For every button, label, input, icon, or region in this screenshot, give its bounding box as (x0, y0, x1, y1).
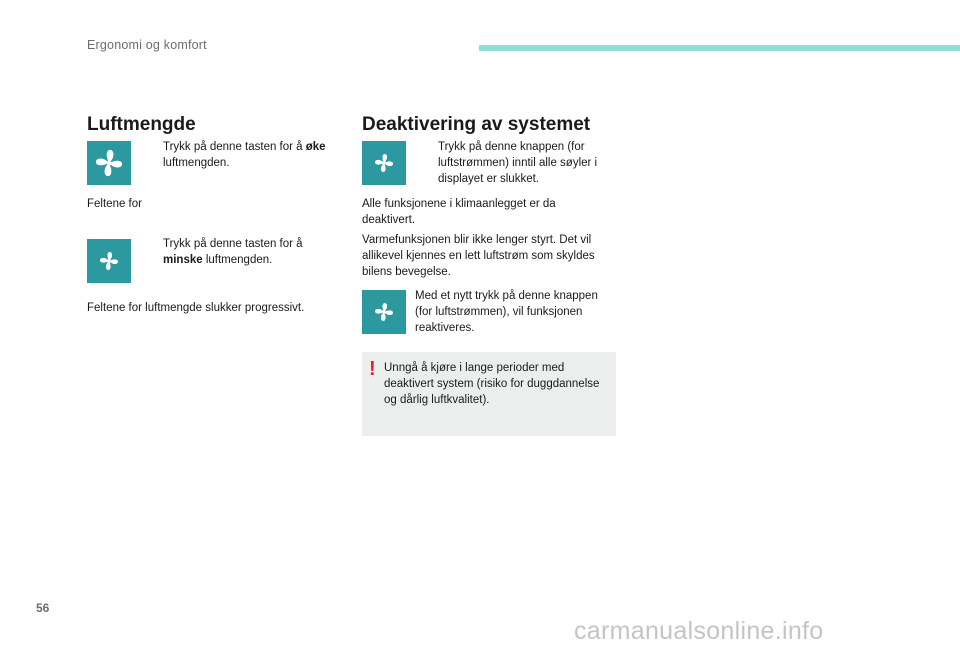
instruction-decrease-text: Trykk på denne tasten for å (163, 238, 303, 250)
paragraph-functions-deactivated: Alle funksjonene i klimaanlegget er da deaktivert. (362, 198, 556, 226)
chapter-title: Ergonomi og komfort (87, 38, 207, 52)
fan-small-icon (362, 290, 406, 334)
watermark: carmanualsonline.info (574, 617, 824, 645)
instruction-decrease-suffix: luftmengden. (202, 254, 273, 266)
fan-small-icon (87, 239, 131, 283)
warning-icon: ! (369, 358, 376, 380)
warning-text: Unngå å kjøre i lange perioder med deaktivert system (risiko for duggdannelse og dårlig luftkvalitet). (384, 362, 600, 406)
instruction-reactivate: Med et nytt trykk på denne knappen (for luftstrømmen), vil funksjonen reaktiveres. (415, 290, 598, 334)
instruction-decrease-bold: minske (163, 254, 203, 266)
chapter-accent-bar (479, 45, 960, 51)
page-number: 56 (36, 601, 50, 615)
instruction-increase-suffix: luftmengden. (163, 157, 230, 169)
instruction-deactivate: Trykk på denne knappen (for luftstrømmen) inntil alle søyler i displayet er slukket. (438, 141, 598, 185)
fan-large-icon (87, 141, 131, 185)
instruction-decrease (163, 236, 333, 268)
section-title-luftmengde: Luftmengde (87, 114, 196, 135)
paragraph-feltene-for: Feltene for (87, 198, 142, 210)
paragraph-heating-not-controlled: Varmefunksjonen blir ikke lenger styrt. Det vil allikevel kjennes en lett luftstrøm som skyldes bilens bevegelse. (362, 234, 595, 278)
paragraph-progressive: Feltene for luftmengde slukker progressivt. (87, 302, 305, 314)
instruction-increase (163, 139, 339, 171)
section-title-deaktivering: Deaktivering av systemet (362, 114, 591, 135)
fan-small-icon (362, 141, 406, 185)
instruction-increase-bold: øke (305, 141, 326, 153)
instruction-increase-text: Trykk på denne tasten for å (163, 141, 306, 153)
